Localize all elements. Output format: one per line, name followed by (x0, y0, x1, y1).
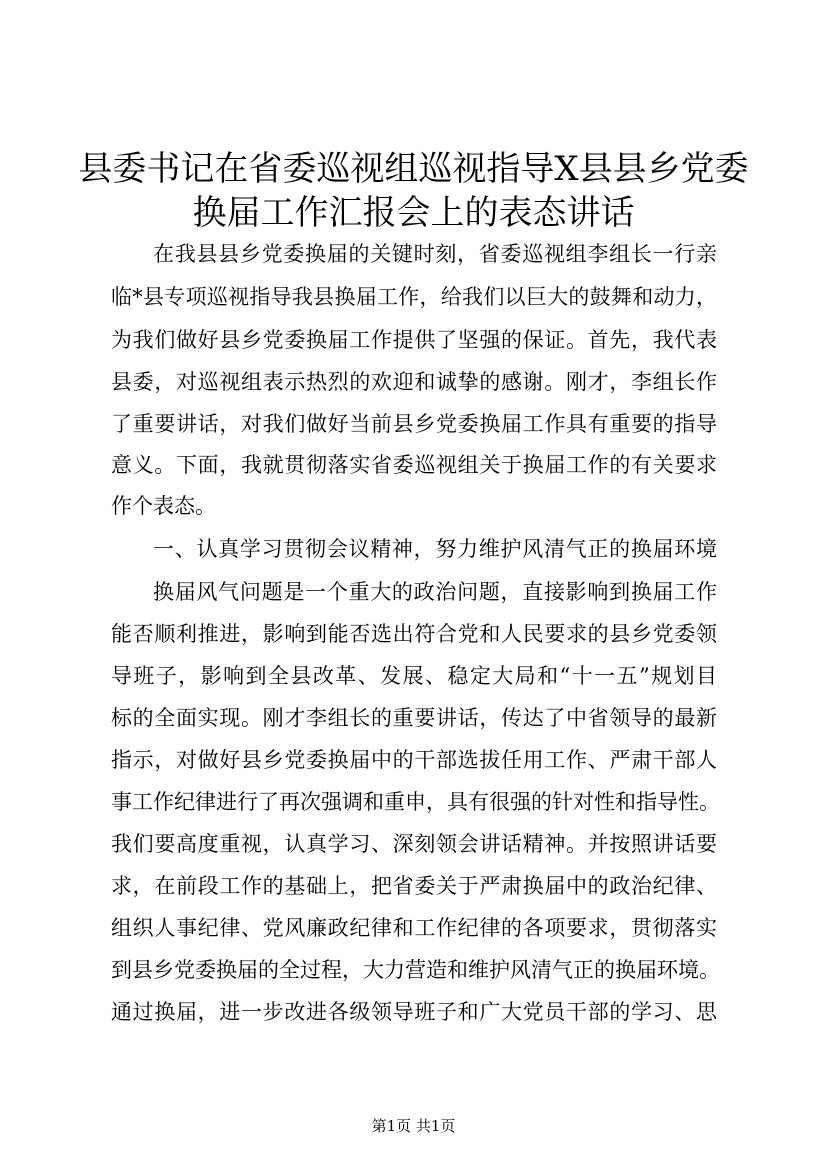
paragraph-line: 求，在前段工作的基础上，把省委关于严肃换届中的政治纪律、 (111, 874, 717, 898)
paragraph-line: 导班子，影响到全县改革、发展、稳定大局和“十一五”规划目 (111, 664, 717, 688)
paragraph-line: 县委，对巡视组表示热烈的欢迎和诚挚的感谢。刚才，李组长作 (111, 370, 717, 394)
page-number-footer: 第1页 共1页 (371, 1117, 456, 1135)
paragraph-line: 能否顺利推进，影响到能否选出符合党和人民要求的县乡党委领 (111, 622, 717, 646)
paragraph-line: 通过换届，进一步改进各级领导班子和广大党员干部的学习、思 (111, 1000, 717, 1024)
paragraph-line: 到县乡党委换届的全过程，大力营造和维护风清气正的换届环境。 (111, 958, 720, 982)
paragraph-line: 临*县专项巡视指导我县换届工作，给我们以巨大的鼓舞和动力， (111, 285, 717, 309)
paragraph-line: 在我县县乡党委换届的关键时刻，省委巡视组李组长一行亲 (153, 242, 717, 266)
paragraph-line: 作个表态。 (111, 494, 216, 518)
document-title-line-1: 县委书记在省委巡视组巡视指导X县县乡党委 (78, 149, 749, 189)
paragraph-line: 为我们做好县乡党委换届工作提供了坚强的保证。首先，我代表 (111, 328, 717, 352)
section-heading: 一、认真学习贯彻会议精神，努力维护风清气正的换届环境 (153, 537, 717, 561)
paragraph-line: 了重要讲话，对我们做好当前县乡党委换届工作具有重要的指导 (111, 412, 717, 436)
paragraph-line: 指示，对做好县乡党委换届中的干部选拔任用工作、严肃干部人 (111, 748, 717, 772)
paragraph-line: 标的全面实现。刚才李组长的重要讲话，传达了中省领导的最新 (111, 706, 717, 730)
document-title-line-2: 换届工作汇报会上的表态讲话 (192, 193, 635, 233)
paragraph-line: 意义。下面，我就贯彻落实省委巡视组关于换届工作的有关要求 (111, 453, 717, 477)
paragraph-line: 我们要高度重视，认真学习、深刻领会讲话精神。并按照讲话要 (111, 832, 717, 856)
paragraph-line: 换届风气问题是一个重大的政治问题，直接影响到换届工作 (153, 580, 717, 604)
paragraph-line: 组织人事纪律、党风廉政纪律和工作纪律的各项要求，贯彻落实 (111, 916, 717, 940)
paragraph-line: 事工作纪律进行了再次强调和重申，具有很强的针对性和指导性。 (111, 790, 720, 814)
